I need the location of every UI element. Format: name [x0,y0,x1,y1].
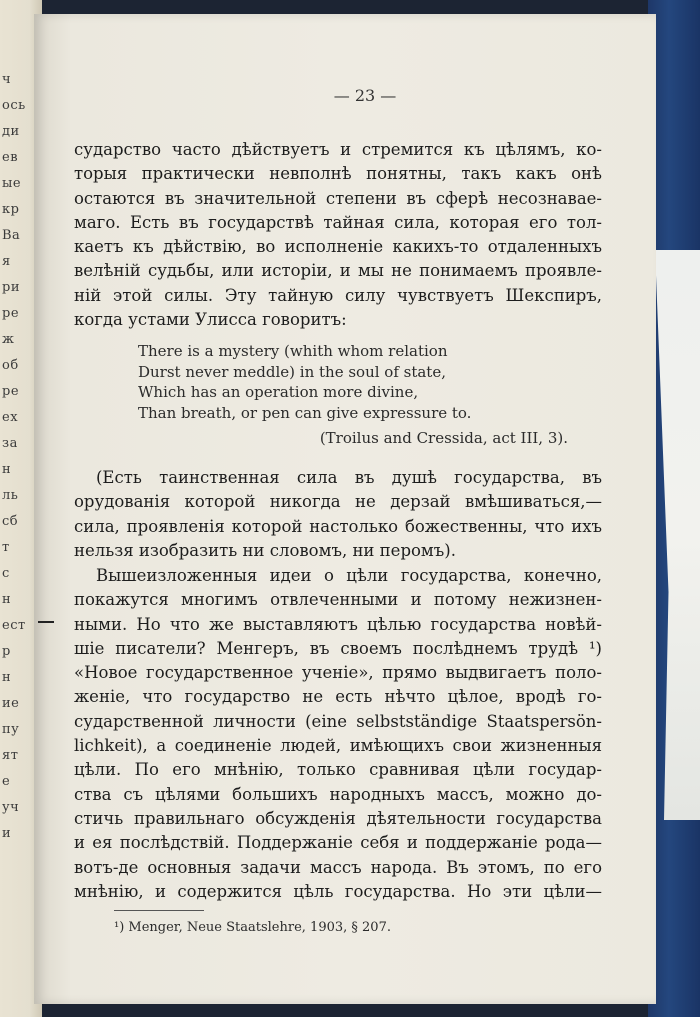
text-line: велѣній судьбы, или исторіи, и мы не понимаемъ проявле- [74,261,602,281]
text-line: ства съ цѣлями большихъ народныхъ массъ, можно до- [74,784,602,804]
text-line: сила, проявленія которой настолько божественны, что ихъ [74,516,602,536]
quote-line: Than breath, or pen can give expressure to. [138,403,472,422]
left-page-fragment: уч [2,800,20,815]
text-line: нельзя изобразить ни словомъ, ни перомъ). [74,540,456,560]
text-line: орудованія которой никогда не дерзай вмѣшиваться,— [74,492,602,512]
left-page-fragment: пу [2,722,20,737]
margin-mark [38,621,54,623]
left-page-fragment: ех [2,410,19,425]
footnote: ¹) Menger, Neue Staatslehre, 1903, § 207. [114,920,391,935]
text-line: маго. Есть въ государствѣ тайная сила, которая его тол- [74,212,602,232]
text-line: ными. Но что же выставляютъ цѣлью государства новѣй- [74,614,602,634]
quote-line: There is a mystery (whith whom relation [138,342,448,360]
paragraph-2 [74,466,602,563]
text-line: lichkeit), а соединеніе людей, имѣющихъ свои жизненныя [74,736,602,756]
footnote-rule [114,910,204,911]
text-line: каетъ къ дѣйствію, во исполненіе какихъ-то отдаленныхъ [74,237,602,257]
text-line: женіе, что государство не есть нѣчто цѣлое, вродѣ го- [74,687,602,707]
left-page-fragment: т [2,540,10,555]
left-page-fragment: сб [2,514,19,529]
left-page-fragment: ж [2,332,15,347]
left-page-fragment: об [2,358,19,373]
text-line: ній этой силы. Эту тайную силу чувствуетъ Шекспиръ, [74,285,602,305]
left-page-fragment: ие [2,696,20,711]
book-page [34,14,656,1004]
left-page-fragment: н [2,462,12,477]
text-line: (Есть таинственная сила въ душѣ государства, въ [96,468,602,487]
quote-line: Durst never meddle) in the soul of state, [138,362,446,381]
left-page-fragment: н [2,592,12,607]
left-page-fragment: ре [2,306,20,321]
text-line: остаются въ значительной степени въ сферѣ несознавае- [74,188,602,208]
left-page-fragment: ди [2,124,20,139]
text-line: и ея послѣдствій. Поддержаніе себя и поддержаніе рода— [74,833,602,853]
left-page-fragment: и [2,826,12,841]
text-line: покажутся многимъ отвлеченными и потому нежизнен- [74,590,602,610]
text-line: «Новое государственное ученіе», прямо выдвигаетъ поло- [74,663,602,683]
left-page-fragment: Ва [2,228,21,243]
left-page-fragment: ест [2,618,26,633]
left-page-fragment: ч [2,72,12,87]
left-page-fragment: е [2,774,11,789]
left-page-fragment: ев [2,150,19,165]
quote-line: Which has an operation more divine, [138,383,419,401]
paragraph-3 [74,564,602,904]
text-line: стичь правильнаго обсужденія дѣятельности государства [74,808,602,828]
text-line: Вышеизложенныя идеи о цѣли государства, конечно, [96,566,602,585]
shakespeare-quote [138,341,598,449]
left-page-fragment: ят [2,748,19,763]
text-line: когда устами Улисса говоритъ: [74,310,347,330]
text-line: сударственной личности (eine selbstständige Staatspersön- [74,711,602,731]
left-page-fragment: р [2,644,11,659]
quote-source: (Troilus and Cressida, act III, 3). [319,429,568,447]
left-page-fragment: ль [2,488,19,503]
text-line: шіе писатели? Менгеръ, въ своемъ послѣднемъ трудѣ ¹) [74,638,602,658]
left-page-fragment: кр [2,202,20,217]
text-line: вотъ-де основныя задачи массъ народа. Въ этомъ, по его [74,857,602,877]
text-line: мнѣнію, и содержится цѣль государства. Но эти цѣли— [74,881,602,901]
left-page-fragment: н [2,670,12,685]
left-page-fragment: ые [2,176,22,191]
left-page-fragment: ри [2,280,20,295]
text-line: цѣли. По его мнѣнію, только сравнивая цѣли государ- [74,760,602,780]
left-page-fragment: ре [2,384,20,399]
paragraph-1 [74,138,602,332]
left-page-fragment: я [2,254,11,269]
left-page-fragment: ось [2,98,26,113]
text-line: торыя практически невполнѣ понятны, такъ какъ онѣ [74,164,602,184]
left-page-fragment: за [2,436,18,451]
page-number: — 23 — [333,86,397,105]
text-line: сударство часто дѣйствуетъ и стремится къ цѣлямъ, ко- [74,140,602,159]
left-page-fragment: с [2,566,10,581]
